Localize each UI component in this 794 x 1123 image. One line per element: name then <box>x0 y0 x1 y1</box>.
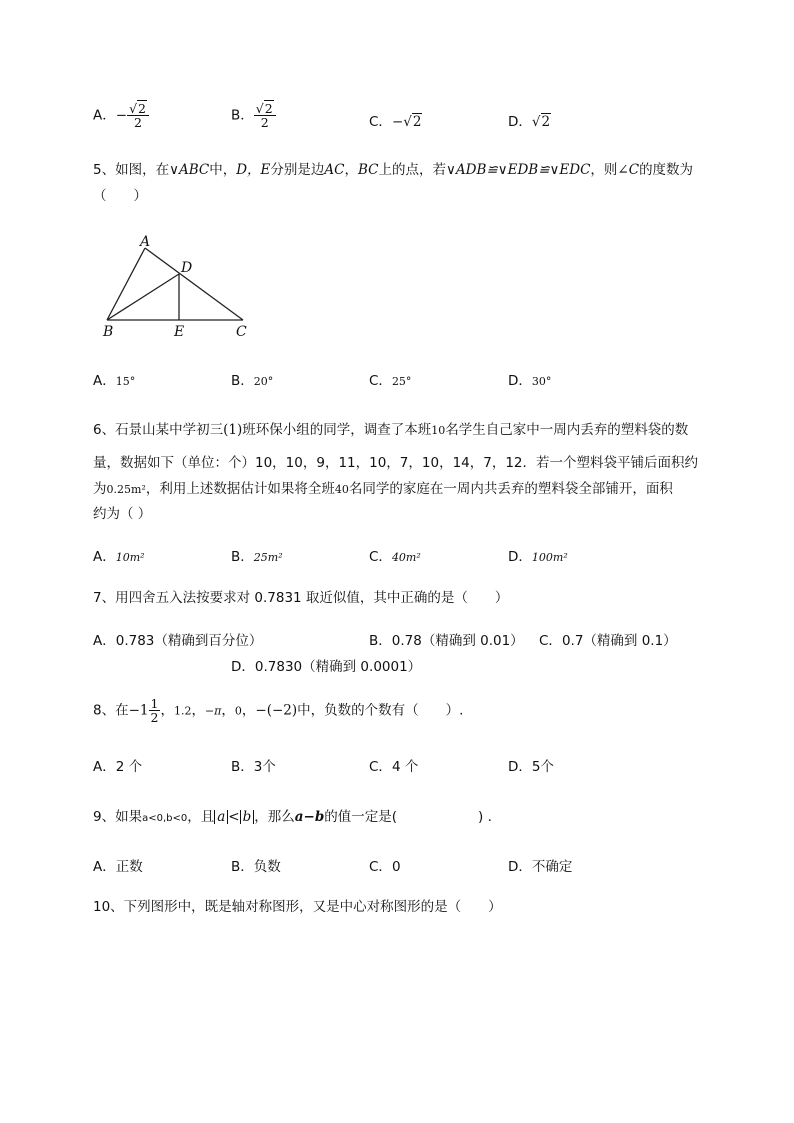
q8-option-d: D．5个 <box>508 759 554 775</box>
label-e: E <box>174 324 185 340</box>
q5-stem: 5、如图，在∨ABC中，D，E分别是边AC，BC上的点，若∨ADB≌∨EDB≌∨EDC，则∠C的度数为 <box>93 162 694 178</box>
q4-b-fraction: $\frac{√2}{2}$ <box>254 102 276 129</box>
q5-option-d: D．30° <box>508 373 552 389</box>
q6-line-3: 为0.25m²，利用上述数据估计如果将全班40名同学的家庭在一周内共丢弃的塑料袋全部铺开，面积 <box>93 481 673 497</box>
q4-a-fraction: $\frac{√2}{2}$ <box>127 102 149 129</box>
q4-option-a: A．− $\frac{√2}{2}$ <box>93 102 149 129</box>
q7-stem: 7、用四舍五入法按要求对 0.7831 取近似值，其中正确的是（ ） <box>93 590 509 606</box>
q5-triangle-figure <box>95 230 260 342</box>
q7-option-a: A．0.783（精确到百分位） <box>93 633 263 649</box>
q5-paren: （ ） <box>93 188 147 204</box>
label-b: B <box>103 324 114 340</box>
q9-stem: 9、如果a<0,b<0，且 a < b ，那么a−b的值一定是( ) . <box>93 809 492 825</box>
q6-line-4: 约为（ ） <box>93 506 152 522</box>
q5-option-c: C．25° <box>369 373 412 389</box>
q5-option-b: B．20° <box>231 373 274 389</box>
q6-line-2: 量，数据如下（单位：个）10，10，9，11，10，7，10，14，7，12．若一个塑料袋平铺后面积约 <box>93 455 699 471</box>
q7-option-d: D．0.7830（精确到 0.0001） <box>231 659 422 675</box>
label-a: A <box>140 234 151 250</box>
q8-option-c: C．4 个 <box>369 759 419 775</box>
q7-option-c: C．0.7（精确到 0.1） <box>539 633 677 649</box>
segment-ac <box>145 248 243 320</box>
label-d: D <box>181 260 193 276</box>
q6-option-d: D．100m² <box>508 549 568 565</box>
q6-line-1: 6、石景山某中学初三(1)班环保小组的同学，调查了本班10名学生自己家中一周内丢弃的塑料袋的数 <box>93 422 689 438</box>
q8-mixed-fraction: $\frac{1}{2}$ <box>150 696 159 726</box>
q4-option-c: C．−√2 <box>369 114 422 130</box>
q6-option-a: A．10m² <box>93 549 145 565</box>
q9-option-a: A．正数 <box>93 859 143 875</box>
q8-option-a: A．2 个 <box>93 759 143 775</box>
q9-option-b: B．负数 <box>231 859 281 875</box>
q6-option-c: C．40m² <box>369 549 421 565</box>
q4-option-d: D．√2 <box>508 114 551 130</box>
segment-bd <box>107 274 179 320</box>
segment-ab <box>107 248 145 320</box>
q5-option-a: A．15° <box>93 373 136 389</box>
q6-option-b: B．25m² <box>231 549 283 565</box>
q7-option-b: B．0.78（精确到 0.01） <box>369 633 524 649</box>
q9-option-c: C．0 <box>369 859 401 875</box>
q10-stem: 10、下列图形中，既是轴对称图形，又是中心对称图形的是（ ） <box>93 899 502 915</box>
q8-stem: 8、在−1 $\frac{1}{2}$ ，1.2，−π，0，−(−2)中，负数的个数有（ ）. <box>93 696 464 726</box>
q9-option-d: D．不确定 <box>508 859 573 875</box>
q8-option-b: B．3个 <box>231 759 276 775</box>
label-c: C <box>236 324 247 340</box>
q4-option-b: B． $\frac{√2}{2}$ <box>231 102 276 129</box>
